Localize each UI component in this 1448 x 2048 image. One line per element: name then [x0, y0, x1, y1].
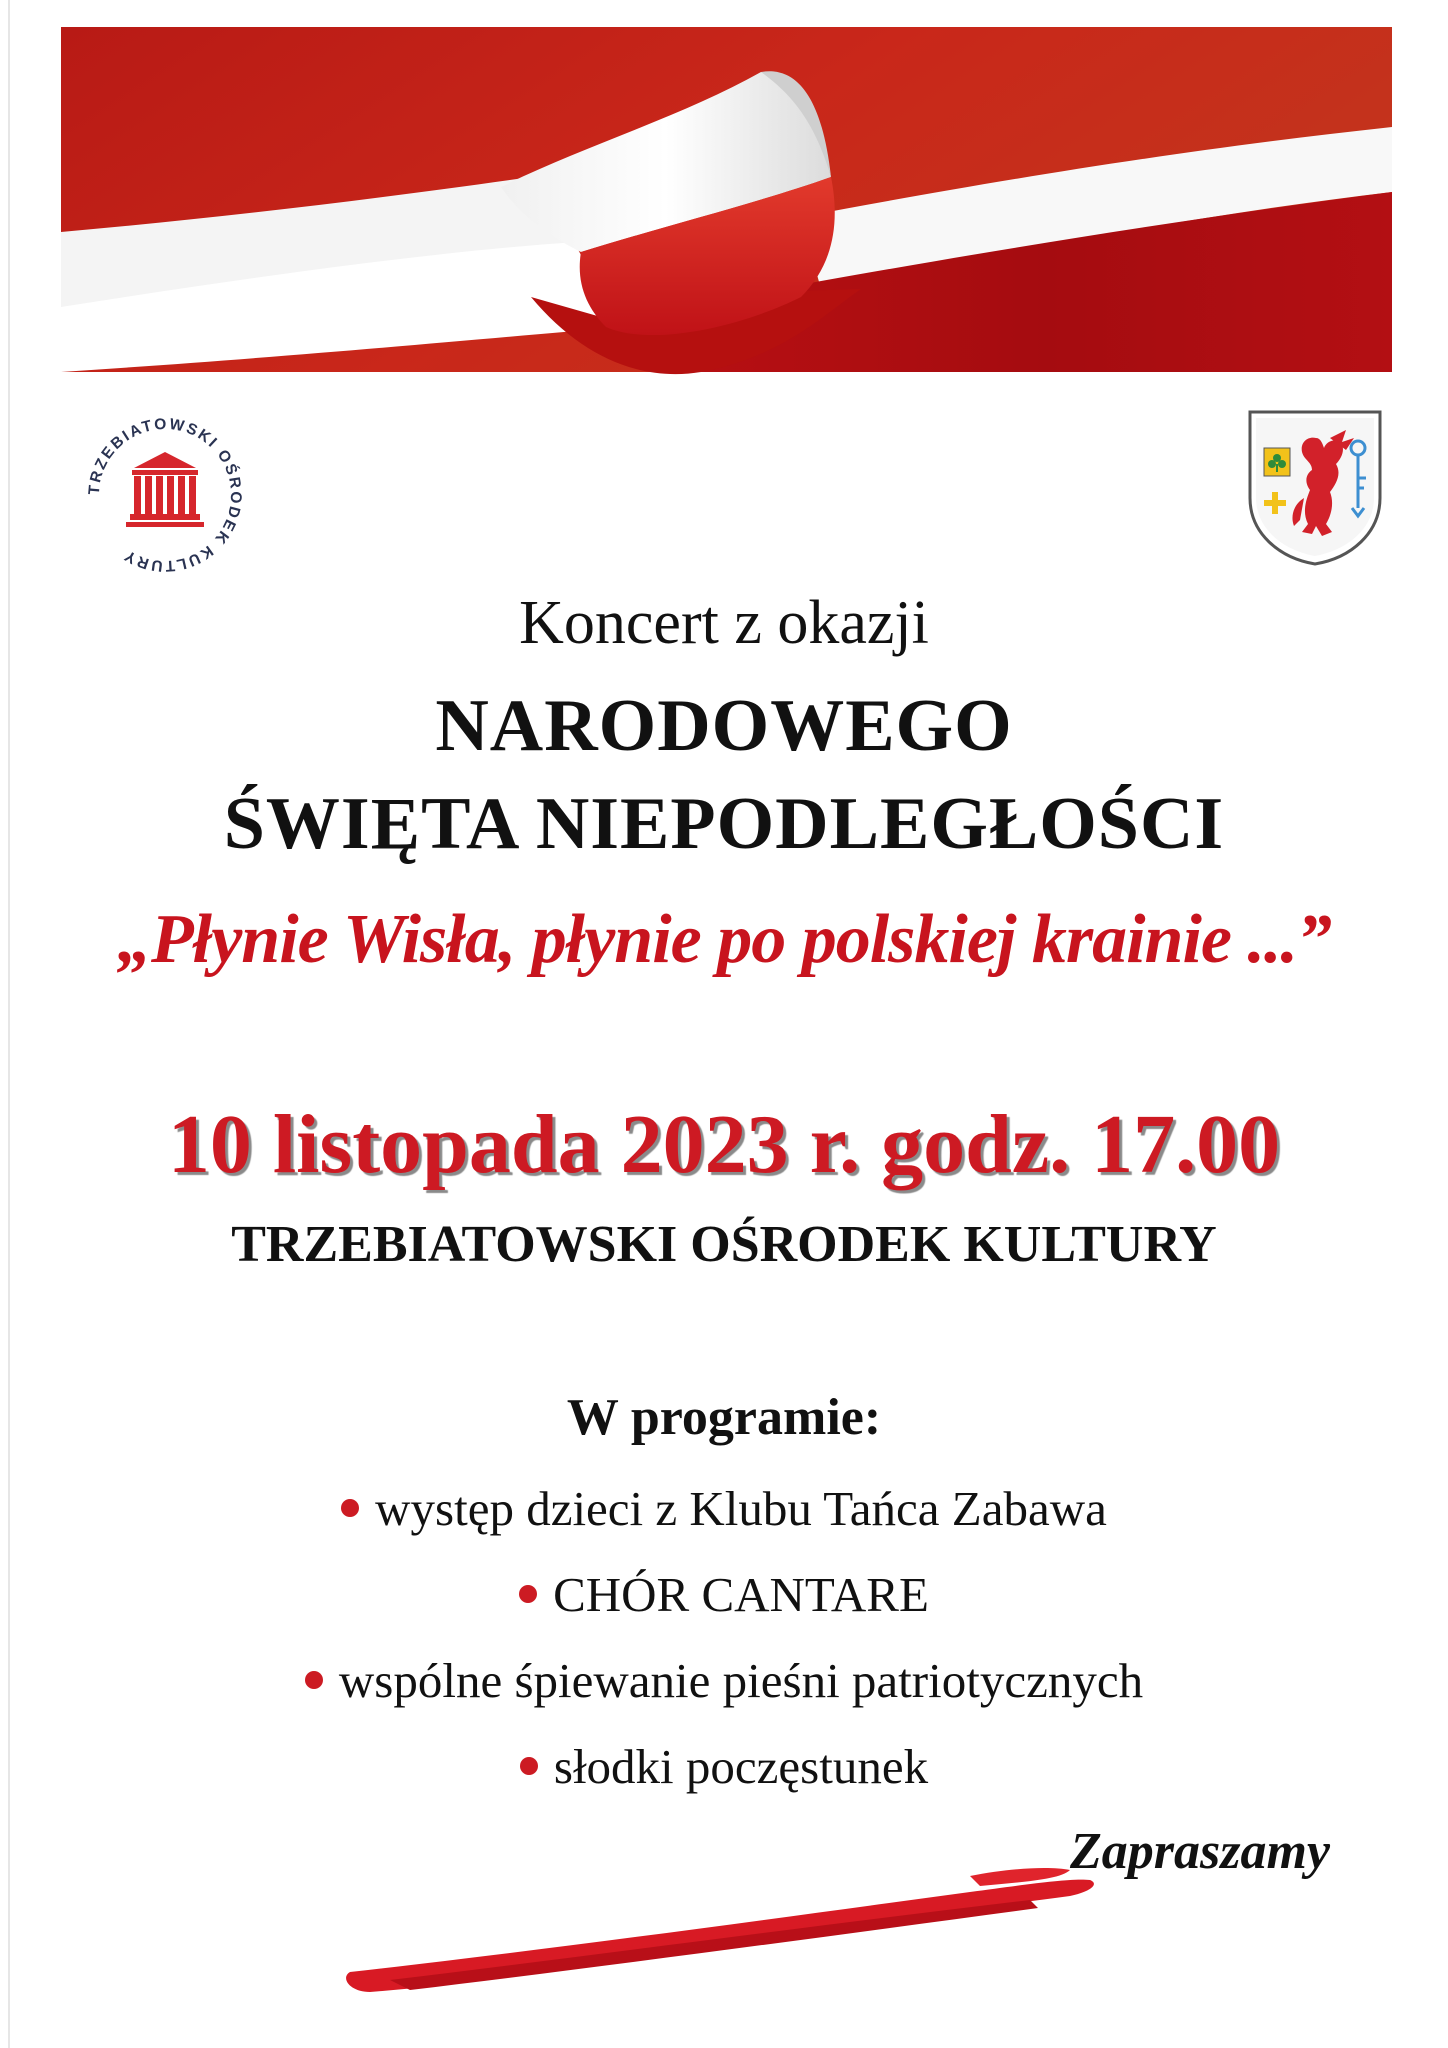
program-item [0, 1566, 1448, 1623]
event-date: 10 listopada 2023 r. godz. 17.00 [167, 1098, 1281, 1191]
closing-invite: Zapraszamy [1070, 1823, 1330, 1880]
clover-shield-icon [1264, 448, 1290, 476]
tok-logo [80, 410, 250, 580]
program-item [0, 1480, 1448, 1537]
heading-line-2: NARODOWEGO [435, 685, 1013, 767]
heading-line-1: Koncert z okazji [519, 589, 929, 657]
program-item-text: CHÓR CANTARE [553, 1567, 929, 1622]
coat-of-arms [1246, 408, 1384, 568]
event-venue: TRZEBIATOWSKI OŚRODEK KULTURY [231, 1216, 1217, 1273]
bullet-icon [341, 1499, 359, 1517]
flag-ribbon-banner [61, 27, 1392, 399]
program-item-text: występ dzieci z Klubu Tańca Zabawa [375, 1481, 1107, 1536]
bullet-icon [305, 1671, 323, 1689]
bullet-icon [519, 1585, 537, 1603]
heading-line-3: ŚWIĘTA NIEPODLEGŁOŚCI [223, 783, 1225, 865]
program-item-text: wspólne śpiewanie pieśni patriotycznych [338, 1653, 1144, 1708]
bullet-icon [520, 1757, 538, 1775]
song-quote: „Płynie Wisła, płynie po polskiej krainie ...” [117, 901, 1331, 978]
program-item-text: słodki poczęstunek [553, 1739, 929, 1794]
program-item [0, 1652, 1448, 1709]
program-heading: W programie: [566, 1389, 882, 1446]
logo-ring-text: TRZEBIATOWSKI OŚRODEK KULTURY [85, 415, 245, 575]
program-item [0, 1738, 1448, 1795]
red-brush-swoosh [330, 1852, 1130, 2002]
